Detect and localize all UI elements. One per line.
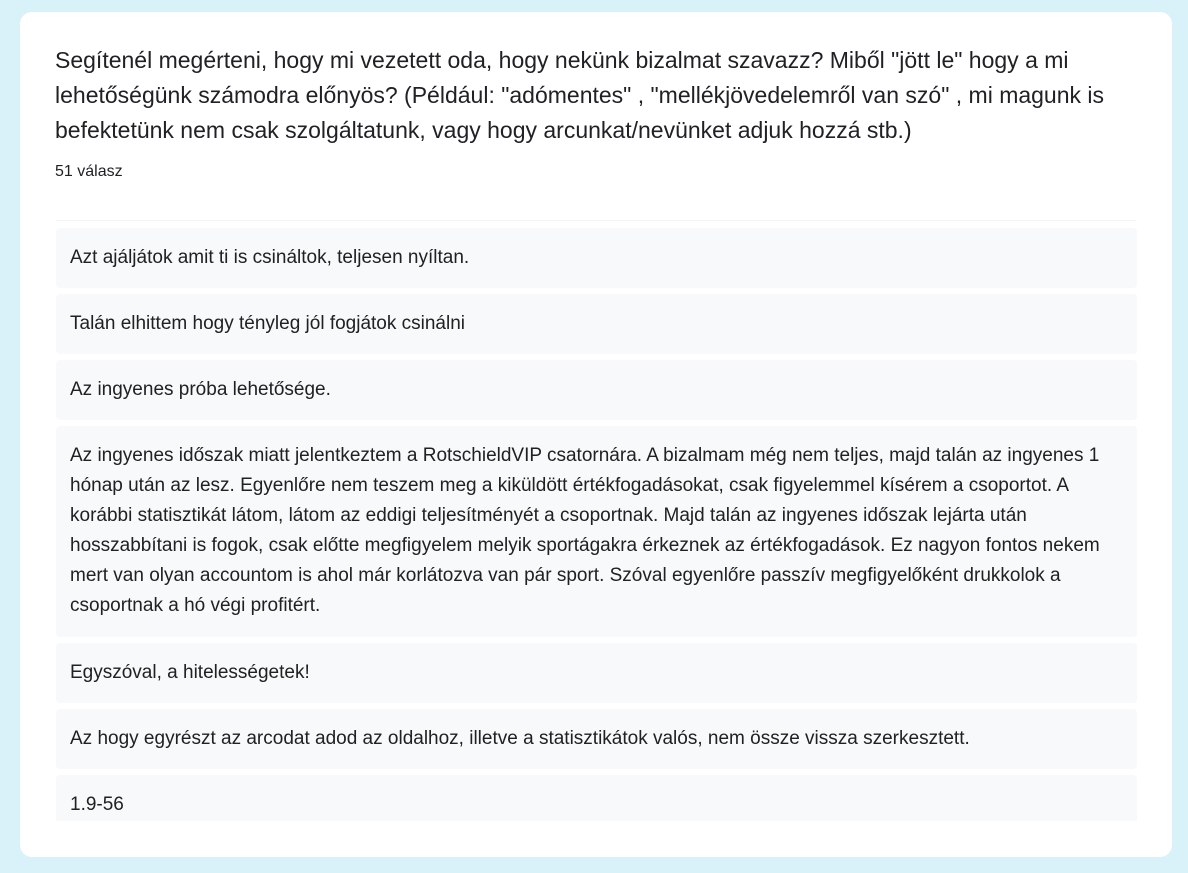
- response-item: Talán elhittem hogy tényleg jól fogjátok csinálni: [56, 294, 1137, 354]
- response-item: Az ingyenes próba lehetősége.: [56, 360, 1137, 420]
- divider: [56, 220, 1136, 221]
- response-item: Azt ajáljátok amit ti is csináltok, teljesen nyíltan.: [56, 228, 1137, 288]
- response-count: 51 válasz: [55, 163, 123, 180]
- response-item: Az hogy egyrészt az arcodat adod az oldalhoz, illetve a statisztikátok valós, nem össze vissza szerkesztett.: [56, 709, 1137, 769]
- response-list[interactable]: [56, 228, 1137, 821]
- question-title: Segítenél megérteni, hogy mi vezetett oda, hogy nekünk bizalmat szavazz? Miből "jött le" hogy a mi lehetőségünk számodra előnyös? (Például: "adómentes" , "mellékjövedelemről van szó" , mi magunk is befektetünk nem csak szolgáltatunk, vagy hogy arcunkat/nevünket adjuk hozzá stb.): [55, 47, 1105, 143]
- response-item: Egyszóval, a hitelességetek!: [56, 643, 1137, 703]
- response-item: Az ingyenes időszak miatt jelentkeztem a RotschieldVIP csatornára. A bizalmam még nem teljes, majd talán az ingyenes 1 hónap után az lesz. Egyenlőre nem teszem meg a kiküldött értékfogadásokat, csak figyelemmel kísérem a csoportot. A korábbi statisztikát látom, látom az eddigi teljesítményét a csoportnak. Majd talán az ingyenes időszak lejárta után hosszabbítani is fogok, csak előtte megfigyelem melyik sportágakra érkeznek az értékfogadások. Ez nagyon fontos nekem mert van olyan accountom is ahol már korlátozva van pár sport. Szóval egyenlőre passzív megfigyelőként drukkolok a csoportnak a hó végi profitért.: [56, 426, 1137, 637]
- response-item: 1.9-56: [56, 775, 1137, 821]
- question-summary-card: [20, 12, 1172, 857]
